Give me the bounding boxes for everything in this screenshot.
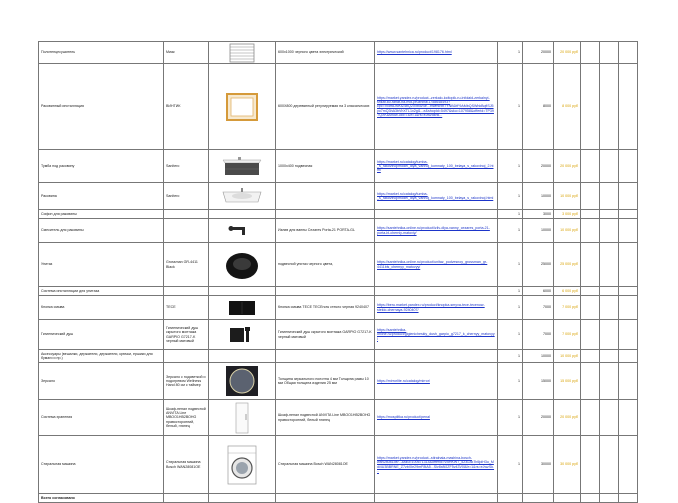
item-brand: ВИНТИК — [164, 64, 209, 150]
item-sum: 20 000 руб — [554, 150, 581, 183]
item-name: Смеситель для раковины — [39, 219, 164, 243]
item-name: Полотенцесушитель — [39, 42, 164, 64]
empty-cell — [619, 183, 638, 210]
empty-cell — [600, 436, 619, 494]
item-quantity: 1 — [498, 436, 523, 494]
item-description — [276, 210, 375, 219]
empty-cell — [619, 296, 638, 320]
item-link[interactable]: https://mosplitka.ru/product/penal — [375, 400, 498, 436]
empty-cell — [581, 436, 600, 494]
item-name: Раковинный инсталляция — [39, 64, 164, 150]
item-price: 7000 — [523, 296, 554, 320]
empty-cell — [581, 350, 600, 363]
item-image — [209, 219, 276, 243]
item-image — [209, 320, 276, 350]
empty-cell — [600, 150, 619, 183]
item-quantity: 1 — [498, 183, 523, 210]
item-price: 3000 — [523, 210, 554, 219]
empty-cell — [619, 219, 638, 243]
item-brand — [164, 219, 209, 243]
hygienic-shower-image — [224, 324, 260, 346]
item-quantity: 1 — [498, 219, 523, 243]
empty-cell — [600, 243, 619, 287]
item-quantity: 1 — [498, 320, 523, 350]
empty-cell — [523, 494, 554, 503]
item-image — [209, 436, 276, 494]
item-link[interactable]: https://beru.market.yandex.ru/product/knopka-smyva-tece-tecenow-steklo-chernaya-9240407/ — [375, 296, 498, 320]
item-link[interactable]: https://market.ru/catalog/tumba-_s_rakovinoj/model_dlya_vannoj_komnaty_100_belaya_s_rakovinoj_2.html — [375, 150, 498, 183]
empty-cell — [619, 287, 638, 296]
empty-cell — [554, 494, 581, 503]
item-brand: Sanitero — [164, 183, 209, 210]
item-price: 7000 — [523, 320, 554, 350]
table-row — [39, 183, 638, 210]
item-name: Система хранения — [39, 400, 164, 436]
item-price: 10000 — [523, 219, 554, 243]
item-image — [209, 210, 276, 219]
item-price: 30000 — [523, 436, 554, 494]
item-sum: 25 000 руб — [554, 243, 581, 287]
empty-cell — [276, 494, 375, 503]
item-image — [209, 363, 276, 400]
item-price: 15000 — [523, 363, 554, 400]
table-row — [39, 150, 638, 183]
item-image — [209, 42, 276, 64]
item-link[interactable]: https://santehnika-online.ru/product/izliv-dlya-vanny_cezares_porta-21-porta-bl-cherniy-matoviy/ — [375, 219, 498, 243]
item-sum: 20 000 руб — [554, 400, 581, 436]
item-description: Шкаф-пенал подвесной ANVITA Line МВОО1НВ2ВОНG правосторонний, белый глянец — [276, 400, 375, 436]
empty-cell — [581, 64, 600, 150]
empty-cell — [619, 494, 638, 503]
table-row — [39, 363, 638, 400]
empty-cell — [600, 42, 619, 64]
item-name: Сифон для раковины — [39, 210, 164, 219]
table-row — [39, 350, 638, 363]
empty-cell — [600, 64, 619, 150]
item-link[interactable]: https://market.ru/catalog/tumba-_s_rakovinoj/model_dlya_vannoj_komnaty_100_belaya_s_rakovinoj.html — [375, 183, 498, 210]
table-row — [39, 210, 638, 219]
item-image — [209, 350, 276, 363]
total-row — [39, 494, 638, 503]
empty-cell — [600, 296, 619, 320]
empty-cell — [600, 320, 619, 350]
item-link[interactable]: https://market.yandex.ru/product--stiralnaia-mashina-bosch-wan28081oe/...&sku=100671314&offerid=VBHKW7_5Z4L8kTb5jdH3u_Mdi4U3BBRNE_Z7zbXIe29mF8tA5...Slv8x8fJZF5v43V0l&lr=1&rs=eJwzSk... — [375, 436, 498, 494]
item-description — [276, 287, 375, 296]
item-brand: Миак — [164, 42, 209, 64]
item-description: 1000х400 подвесная — [276, 150, 375, 183]
item-name: Система инсталляции для унитаза — [39, 287, 164, 296]
table-row — [39, 219, 638, 243]
empty-cell — [600, 219, 619, 243]
item-brand: Grossman GR-4411 Black — [164, 243, 209, 287]
item-link[interactable] — [375, 210, 498, 219]
item-price: 20000 — [523, 150, 554, 183]
item-quantity: 1 — [498, 400, 523, 436]
toilet-image — [223, 249, 261, 281]
empty-cell — [600, 494, 619, 503]
item-brand — [164, 287, 209, 296]
empty-cell — [581, 150, 600, 183]
item-link[interactable] — [375, 287, 498, 296]
vanity-image — [220, 155, 264, 177]
empty-cell — [619, 210, 638, 219]
empty-cell — [209, 494, 276, 503]
empty-cell — [581, 42, 600, 64]
empty-cell — [600, 183, 619, 210]
item-description — [276, 183, 375, 210]
empty-cell — [164, 494, 209, 503]
faucet-image — [222, 222, 262, 240]
item-image — [209, 64, 276, 150]
item-description — [276, 350, 375, 363]
tall-cabinet-image — [232, 402, 252, 434]
item-quantity: 1 — [498, 210, 523, 219]
table-row — [39, 400, 638, 436]
item-link[interactable]: https://santehnika-online.ru/product/gigienicheskiy_dush_garpio_g7217_k_chernyy_matovyy/ — [375, 320, 498, 350]
item-brand: TECE — [164, 296, 209, 320]
estimate-table — [38, 41, 638, 503]
item-description: Кнопка смыва TECE TECEnow стекло черная 9240407 — [276, 296, 375, 320]
item-description: 600Х800 деревянный регулируемая на 3 классических — [276, 64, 375, 150]
empty-cell — [619, 64, 638, 150]
item-price: 6000 — [523, 287, 554, 296]
item-brand: Стиральная машина Bosch WAN28081OE — [164, 436, 209, 494]
empty-cell — [619, 400, 638, 436]
item-sum: 7 000 руб — [554, 296, 581, 320]
empty-cell — [619, 42, 638, 64]
item-brand: Шкаф-пенал подвесной ANVITA Line МВОО1НВ2ВОНG правосторонний, белый, глянец — [164, 400, 209, 436]
item-sum: 10 000 руб — [554, 350, 581, 363]
table-row — [39, 42, 638, 64]
item-name: Раковина — [39, 183, 164, 210]
item-sum: 15 000 руб — [554, 363, 581, 400]
item-quantity: 1 — [498, 42, 523, 64]
item-description: Стиральная машина Bosch WAN28081OE — [276, 436, 375, 494]
empty-cell — [581, 183, 600, 210]
item-image — [209, 296, 276, 320]
item-sum: 8 000 руб — [554, 64, 581, 150]
item-brand: Sanitero — [164, 150, 209, 183]
item-quantity: 1 — [498, 287, 523, 296]
empty-cell — [581, 243, 600, 287]
item-sum: 10 000 руб — [554, 219, 581, 243]
item-description: 600х1000 черного цвета электрический — [276, 42, 375, 64]
empty-cell — [581, 494, 600, 503]
item-name: Стиральная машина — [39, 436, 164, 494]
item-image — [209, 400, 276, 436]
item-link[interactable]: https://mirrorlite.ru/catalog/mirror/ — [375, 363, 498, 400]
item-image — [209, 183, 276, 210]
item-name: Унитаз — [39, 243, 164, 287]
item-name: Гигиенический душ — [39, 320, 164, 350]
total-label: Всего согласовано — [39, 494, 164, 503]
item-quantity: 1 — [498, 296, 523, 320]
item-price: 10000 — [523, 350, 554, 363]
flush-plate-image — [225, 299, 259, 317]
item-quantity: 1 — [498, 363, 523, 400]
empty-cell — [619, 243, 638, 287]
table-row — [39, 243, 638, 287]
item-description: Излив для ванны Cezares Porta-21 PORTA-GL — [276, 219, 375, 243]
item-brand: Зеркало с подсветкой и подогревом Wellness Hand 80 см с таймер — [164, 363, 209, 400]
spreadsheet — [38, 41, 636, 503]
table-row — [39, 320, 638, 350]
empty-cell — [375, 494, 498, 503]
table-row — [39, 296, 638, 320]
empty-cell — [581, 400, 600, 436]
round-mirror-image — [225, 365, 259, 397]
item-name: Тумба под раковину — [39, 150, 164, 183]
item-brand: Гигиенический душ скрытого монтажа GARPIO G7217-K черный матовый — [164, 320, 209, 350]
item-sum: 6 000 руб — [554, 287, 581, 296]
item-description: Толщина зеркального полотна 4 мм Толщина рамы 10 мм Общая толщина изделия 25 мм — [276, 363, 375, 400]
item-sum: 30 000 руб — [554, 436, 581, 494]
item-link[interactable]: https://market.yandex.ru/product--zerkalo-lodtopik-ru-infolaid-zerkalnyi-shkaf-60-fanat-na-mol-pruzhina/1758648493?cpc=VI5ft8JNKtZ4bQ2Xxb5z4e...t9wmk9b7YNBDfF9AMbQSWhkBqfiSJ5yo7mQ3hA3bVhXTL1x2gi1...e&shopId=5497&sku=107958&offerid=TP39TQXK&show-uid=7&lr=1&rs=eJwzdkrB... — [375, 64, 498, 150]
empty-cell — [600, 287, 619, 296]
item-price: 25000 — [523, 243, 554, 287]
empty-cell — [600, 400, 619, 436]
item-description: подвесной унитаз черного цвета, — [276, 243, 375, 287]
item-sum: 3 000 руб — [554, 210, 581, 219]
mirror-cabinet-image — [225, 92, 259, 122]
item-link[interactable]: https://santehnika-online.ru/product/unitaz_podvesnoy_grossman_gr-4411bls_chernyy_matovyy/ — [375, 243, 498, 287]
item-sum: 7 000 руб — [554, 320, 581, 350]
item-sum: 10 000 руб — [554, 183, 581, 210]
empty-cell — [600, 363, 619, 400]
item-quantity: 1 — [498, 243, 523, 287]
item-image — [209, 243, 276, 287]
item-link[interactable] — [375, 350, 498, 363]
item-name: Кнопка смыва — [39, 296, 164, 320]
table-row — [39, 436, 638, 494]
item-link[interactable]: https://www.santehnica.ru/product/198176.html — [375, 42, 498, 64]
empty-cell — [619, 436, 638, 494]
table-row — [39, 64, 638, 150]
table-row — [39, 287, 638, 296]
item-name: Аксессуары (вешалки, держатели, держатели, крючки, ершики для бумаги и пр.) — [39, 350, 164, 363]
towel-rail-image — [227, 43, 257, 63]
item-sum: 20 000 руб — [554, 42, 581, 64]
item-quantity: 1 — [498, 150, 523, 183]
empty-cell — [581, 210, 600, 219]
empty-cell — [498, 494, 523, 503]
item-quantity: 1 — [498, 64, 523, 150]
item-description: Гигиенический душ скрытого монтажа GARPIO G7217-K черный матовый — [276, 320, 375, 350]
item-price: 20000 — [523, 42, 554, 64]
item-price: 8000 — [523, 64, 554, 150]
item-brand — [164, 210, 209, 219]
item-brand — [164, 350, 209, 363]
item-image — [209, 150, 276, 183]
empty-cell — [619, 363, 638, 400]
empty-cell — [600, 350, 619, 363]
empty-cell — [619, 320, 638, 350]
item-image — [209, 287, 276, 296]
item-price: 10000 — [523, 183, 554, 210]
empty-cell — [600, 210, 619, 219]
washer-image — [225, 445, 259, 485]
item-price: 20000 — [523, 400, 554, 436]
empty-cell — [619, 150, 638, 183]
empty-cell — [619, 350, 638, 363]
item-name: Зеркало — [39, 363, 164, 400]
empty-cell — [581, 296, 600, 320]
empty-cell — [581, 287, 600, 296]
empty-cell — [581, 363, 600, 400]
item-quantity: 1 — [498, 350, 523, 363]
empty-cell — [581, 320, 600, 350]
sink-image — [220, 186, 264, 206]
empty-cell — [581, 219, 600, 243]
